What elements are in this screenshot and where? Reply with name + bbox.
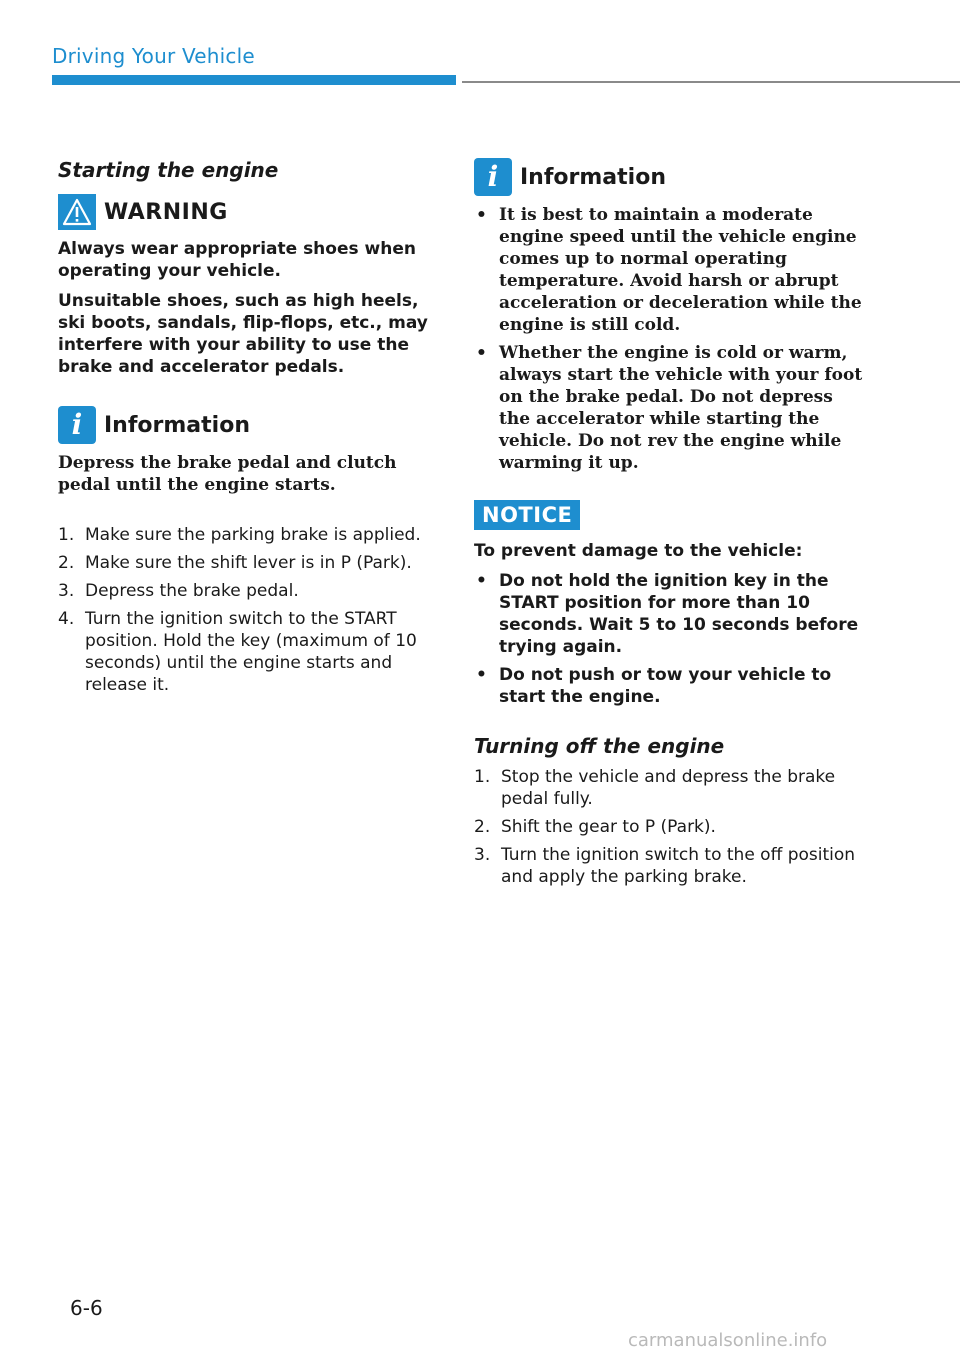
warning-title: WARNING	[104, 199, 228, 225]
list-item: 1. Make sure the parking brake is applied.	[58, 525, 421, 545]
list-item: • It is best to maintain a moderate engine speed until the vehicle engine comes up to normal operating temperature. Avoid harsh or abrupt acceleration or deceleration while the engine is still cold.	[476, 205, 862, 335]
info-text: Depress the brake pedal and clutch pedal until the engine starts.	[58, 453, 397, 495]
list-item: 3. Turn the ignition switch to the off position and apply the parking brake.	[474, 845, 856, 887]
notice-intro: To prevent damage to the vehicle:	[474, 541, 803, 561]
list-item: • Do not hold the ignition key in the START position for more than 10 seconds. Wait 5 to 10 seconds before trying again.	[476, 571, 859, 657]
list-item: 2. Shift the gear to P (Park).	[474, 817, 716, 837]
info-box	[58, 406, 438, 496]
warning-header	[58, 194, 438, 230]
list-item: • Do not push or tow your vehicle to start the engine.	[476, 665, 832, 707]
info-header	[474, 158, 864, 196]
info-box	[474, 158, 864, 474]
warning-icon	[58, 194, 96, 230]
info-icon: i	[474, 158, 512, 196]
right-column	[474, 158, 864, 894]
list-item: 3. Depress the brake pedal.	[58, 581, 299, 601]
start-steps	[58, 524, 438, 696]
info-bullets	[474, 204, 864, 474]
left-column	[58, 158, 438, 702]
list-item: 2. Make sure the shift lever is in P (Park).	[58, 553, 412, 573]
watermark: carmanualsonline.info	[628, 1330, 828, 1351]
info-title: Information	[104, 412, 250, 438]
list-item: • Whether the engine is cold or warm, always start the vehicle with your foot on the brake pedal. Do not depress the accelerator while starting the vehicle. Do not rev the engine while warming it up.	[476, 343, 863, 473]
stop-steps	[474, 766, 864, 888]
info-title: Information	[520, 164, 666, 190]
info-header	[58, 406, 438, 444]
notice-bullets	[474, 570, 864, 708]
warning-text: Always wear appropriate shoes when operating your vehicle.	[58, 239, 416, 281]
notice-box	[474, 500, 864, 708]
starting-engine-heading: Starting the engine	[58, 158, 279, 182]
warning-text: Unsuitable shoes, such as high heels, ski boots, sandals, flip-flops, etc., may interfere with your ability to use the brake and accelerator pedals.	[58, 291, 428, 377]
notice-badge: NOTICE	[474, 500, 580, 530]
list-item: 4. Turn the ignition switch to the START position. Hold the key (maximum of 10 seconds) until the engine starts and release it.	[58, 609, 417, 695]
turning-off-heading: Turning off the engine	[474, 734, 725, 758]
section-title: Driving Your Vehicle	[52, 44, 255, 68]
header-rule	[462, 81, 960, 83]
info-icon: i	[58, 406, 96, 444]
warning-box	[58, 194, 438, 378]
list-item: 1. Stop the vehicle and depress the brake pedal fully.	[474, 767, 836, 809]
header-accent-bar	[52, 75, 456, 85]
page-number: 6-6	[70, 1296, 103, 1320]
